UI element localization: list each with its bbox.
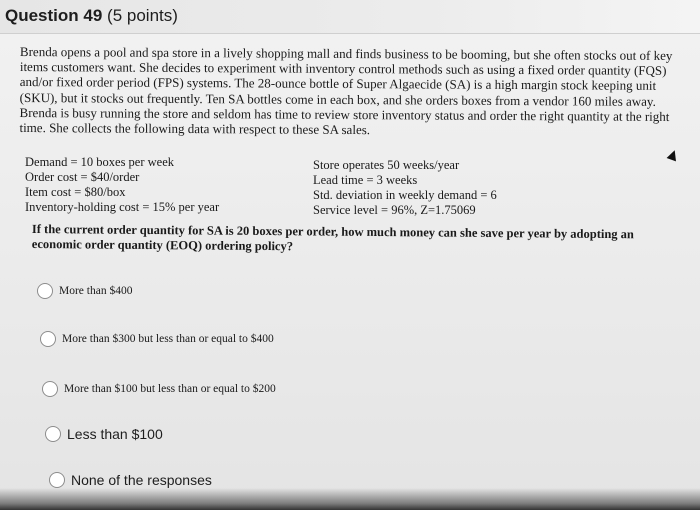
data-item: Service level = 96%, Z=1.75069 — [313, 203, 476, 217]
answer-option-label: More than $300 but less than or equal to $400 — [62, 333, 274, 345]
data-item: Item cost = $80/box — [25, 185, 126, 199]
question-points: (5 points) — [107, 6, 178, 25]
answer-option-label: More than $400 — [59, 285, 133, 297]
radio-button-icon[interactable] — [40, 331, 56, 347]
bottom-shadow — [0, 488, 700, 510]
answer-option-label: None of the responses — [71, 472, 212, 488]
radio-button-icon[interactable] — [42, 381, 58, 397]
answer-option-label: More than $100 but less than or equal to $200 — [64, 383, 276, 395]
answer-option-label: Less than $100 — [67, 426, 163, 442]
radio-button-icon[interactable] — [37, 283, 53, 299]
radio-button-icon[interactable] — [49, 472, 65, 488]
mouse-cursor-icon — [667, 149, 680, 162]
answer-option-4[interactable] — [45, 426, 163, 442]
question-header — [0, 0, 700, 34]
answer-option-1[interactable] — [37, 283, 132, 299]
question-paragraph: Brenda opens a pool and spa store in a lively shopping mall and finds business to be booming, but she often stocks out of key items customers want. She decides to experiment with inventory control methods such as using a fixed order quantity (FQS) and/or fixed order period (FPS) systems. The 28-ounce bottle of Super Algaecide (SA) is a high margin stock keeping unit (SKU), but it stocks out frequently. Ten SA bottles come in each box, and she orders boxes from a vendor 160 miles away. Brenda is busy running the store and seldom has time to review store inventory status and order the right quantity at the right time. She collects the following data with respect to these SA sales. — [19, 44, 673, 138]
data-item: Store operates 50 weeks/year — [313, 158, 460, 172]
answer-option-3[interactable] — [42, 381, 276, 397]
data-list-left — [25, 155, 219, 215]
question-title — [5, 6, 178, 26]
question-number: Question 49 — [5, 6, 103, 25]
answer-option-5[interactable] — [49, 472, 212, 488]
data-item: Order cost = $40/order — [25, 170, 140, 184]
data-item: Inventory-holding cost = 15% per year — [25, 200, 220, 214]
answer-option-2[interactable] — [40, 331, 274, 347]
data-item: Demand = 10 boxes per week — [25, 155, 175, 169]
data-list-right — [313, 158, 497, 218]
data-item: Lead time = 3 weeks — [313, 173, 418, 187]
question-prompt: If the current order quantity for SA is 20 boxes per order, how much money can she save per year by adopting an economic order quantity (EOQ) ordering policy? — [31, 222, 634, 254]
radio-button-icon[interactable] — [45, 426, 61, 442]
data-item: Std. deviation in weekly demand = 6 — [313, 188, 497, 202]
